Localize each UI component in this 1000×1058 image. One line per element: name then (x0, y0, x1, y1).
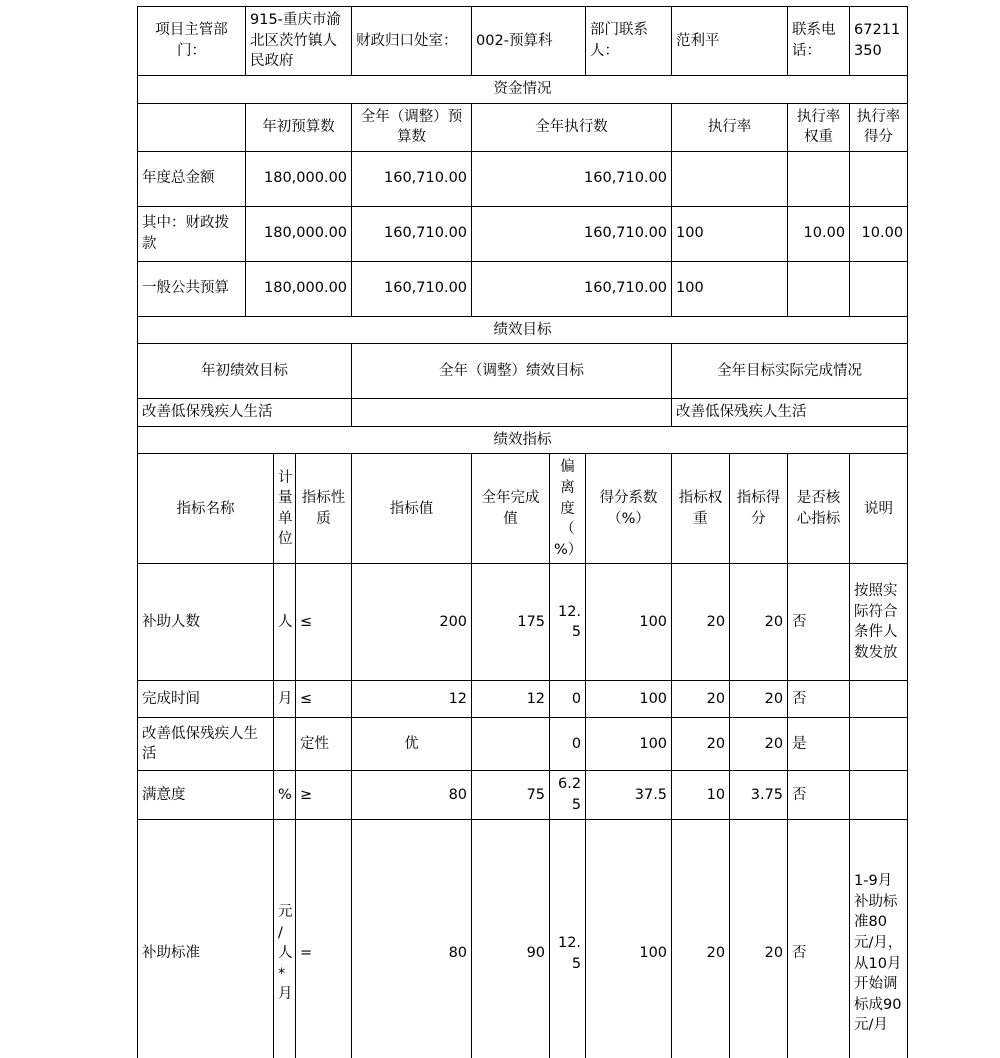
indicator-note: 1-9月补助标准80元/月，从10月开始调标成90元/月 (850, 819, 908, 1058)
indicator-coefficient: 37.5 (586, 771, 672, 819)
indicator-core: 否 (788, 564, 850, 681)
indicator-col-note: 说明 (850, 454, 908, 564)
funds-col-score: 执行率得分 (850, 103, 908, 151)
indicator-deviation: 0 (550, 718, 586, 771)
indicator-completed: 75 (472, 771, 550, 819)
funds-row (138, 151, 908, 206)
funds-row-rate (672, 151, 788, 206)
goals-header-row (138, 344, 908, 399)
indicator-weight: 20 (672, 718, 730, 771)
funds-col-rate: 执行率 (672, 103, 788, 151)
indicator-value: 80 (352, 771, 472, 819)
goals-col-begin: 年初绩效目标 (138, 344, 352, 399)
funds-row-executed: 160,710.00 (472, 206, 672, 261)
indicator-col-value: 指标值 (352, 454, 472, 564)
indicator-deviation: 0 (550, 681, 586, 718)
funds-row-executed: 160,710.00 (472, 151, 672, 206)
indicator-weight: 20 (672, 819, 730, 1058)
indicator-deviation: 12.5 (550, 819, 586, 1058)
indicators-header-row (138, 454, 908, 564)
funds-row-label: 一般公共预算 (138, 261, 246, 316)
indicator-row (138, 819, 908, 1058)
dept-value: 915-重庆市渝北区茨竹镇人民政府 (246, 7, 352, 76)
indicator-weight: 20 (672, 564, 730, 681)
indicator-score: 20 (730, 681, 788, 718)
funds-row (138, 261, 908, 316)
indicator-score: 20 (730, 819, 788, 1058)
goals-col-actual: 全年目标实际完成情况 (672, 344, 908, 399)
indicator-score: 20 (730, 564, 788, 681)
funds-section-title: 资金情况 (138, 76, 908, 104)
indicator-value: 200 (352, 564, 472, 681)
indicator-unit: % (274, 771, 296, 819)
indicators-section-row (138, 426, 908, 454)
performance-evaluation-table (137, 6, 908, 1058)
indicator-unit: 人 (274, 564, 296, 681)
indicator-coefficient: 100 (586, 564, 672, 681)
funds-row-score (850, 151, 908, 206)
indicator-unit: 月 (274, 681, 296, 718)
indicator-col-core: 是否核心指标 (788, 454, 850, 564)
funds-row-adjusted: 160,710.00 (352, 151, 472, 206)
contact-value: 范利平 (672, 7, 788, 76)
indicator-completed: 12 (472, 681, 550, 718)
indicator-coefficient: 100 (586, 819, 672, 1058)
goals-value-row (138, 399, 908, 427)
indicator-col-coefficient: 得分系数（%） (586, 454, 672, 564)
indicator-nature: ≤ (296, 681, 352, 718)
indicator-name: 满意度 (138, 771, 274, 819)
indicator-score: 3.75 (730, 771, 788, 819)
funds-section-row (138, 76, 908, 104)
indicator-row (138, 771, 908, 819)
indicator-core: 否 (788, 771, 850, 819)
indicator-row (138, 681, 908, 718)
indicator-coefficient: 100 (586, 718, 672, 771)
indicator-col-score: 指标得分 (730, 454, 788, 564)
goals-adjusted-value (352, 399, 672, 427)
indicator-weight: 10 (672, 771, 730, 819)
indicator-row (138, 718, 908, 771)
indicator-col-completed: 全年完成值 (472, 454, 550, 564)
funds-row (138, 206, 908, 261)
funds-col-weight: 执行率权重 (788, 103, 850, 151)
funds-col-adjusted: 全年（调整）预算数 (352, 103, 472, 151)
indicator-core: 否 (788, 681, 850, 718)
funds-row-weight (788, 261, 850, 316)
phone-value: 67211350 (850, 7, 908, 76)
indicator-col-deviation: 偏离度（%） (550, 454, 586, 564)
indicator-name: 改善低保残疾人生活 (138, 718, 274, 771)
funds-row-weight: 10.00 (788, 206, 850, 261)
indicator-value: 80 (352, 819, 472, 1058)
indicator-value: 12 (352, 681, 472, 718)
funds-col-blank (138, 103, 246, 151)
funds-row-begin: 180,000.00 (246, 151, 352, 206)
indicator-unit (274, 718, 296, 771)
indicator-core: 是 (788, 718, 850, 771)
finance-value: 002-预算科 (472, 7, 586, 76)
funds-row-rate: 100 (672, 261, 788, 316)
funds-row-begin: 180,000.00 (246, 261, 352, 316)
indicator-completed: 90 (472, 819, 550, 1058)
indicator-note: 按照实际符合条件人数发放 (850, 564, 908, 681)
indicator-name: 补助人数 (138, 564, 274, 681)
goals-col-adjusted: 全年（调整）绩效目标 (352, 344, 672, 399)
funds-row-adjusted: 160,710.00 (352, 261, 472, 316)
indicator-weight: 20 (672, 681, 730, 718)
indicator-col-name: 指标名称 (138, 454, 274, 564)
indicator-row (138, 564, 908, 681)
goals-actual-value: 改善低保残疾人生活 (672, 399, 908, 427)
contact-label: 部门联系人： (586, 7, 672, 76)
funds-row-adjusted: 160,710.00 (352, 206, 472, 261)
indicator-deviation: 12.5 (550, 564, 586, 681)
funds-row-rate: 100 (672, 206, 788, 261)
indicator-score: 20 (730, 718, 788, 771)
indicator-col-unit: 计量单位 (274, 454, 296, 564)
indicator-note (850, 718, 908, 771)
indicators-section-title: 绩效指标 (138, 426, 908, 454)
funds-row-begin: 180,000.00 (246, 206, 352, 261)
header-row (138, 7, 908, 76)
indicator-completed: 175 (472, 564, 550, 681)
indicator-coefficient: 100 (586, 681, 672, 718)
goals-begin-value: 改善低保残疾人生活 (138, 399, 352, 427)
indicator-unit: 元/人*月 (274, 819, 296, 1058)
indicator-value: 优 (352, 718, 472, 771)
indicator-nature: ≤ (296, 564, 352, 681)
goals-section-row (138, 316, 908, 344)
funds-row-executed: 160,710.00 (472, 261, 672, 316)
funds-row-score (850, 261, 908, 316)
funds-col-begin: 年初预算数 (246, 103, 352, 151)
indicator-note (850, 771, 908, 819)
indicator-core: 否 (788, 819, 850, 1058)
funds-row-label: 年度总金额 (138, 151, 246, 206)
funds-row-label: 其中：财政拨款 (138, 206, 246, 261)
indicator-note (850, 681, 908, 718)
indicator-name: 完成时间 (138, 681, 274, 718)
indicator-nature: = (296, 819, 352, 1058)
funds-header-row (138, 103, 908, 151)
goals-section-title: 绩效目标 (138, 316, 908, 344)
funds-row-weight (788, 151, 850, 206)
finance-label: 财政归口处室： (352, 7, 472, 76)
phone-label: 联系电话： (788, 7, 850, 76)
indicator-nature: 定性 (296, 718, 352, 771)
dept-label: 项目主管部门： (138, 7, 246, 76)
indicator-deviation: 6.25 (550, 771, 586, 819)
funds-row-score: 10.00 (850, 206, 908, 261)
indicator-col-nature: 指标性质 (296, 454, 352, 564)
funds-col-executed: 全年执行数 (472, 103, 672, 151)
indicator-nature: ≥ (296, 771, 352, 819)
indicator-col-weight: 指标权重 (672, 454, 730, 564)
indicator-name: 补助标准 (138, 819, 274, 1058)
indicator-completed (472, 718, 550, 771)
